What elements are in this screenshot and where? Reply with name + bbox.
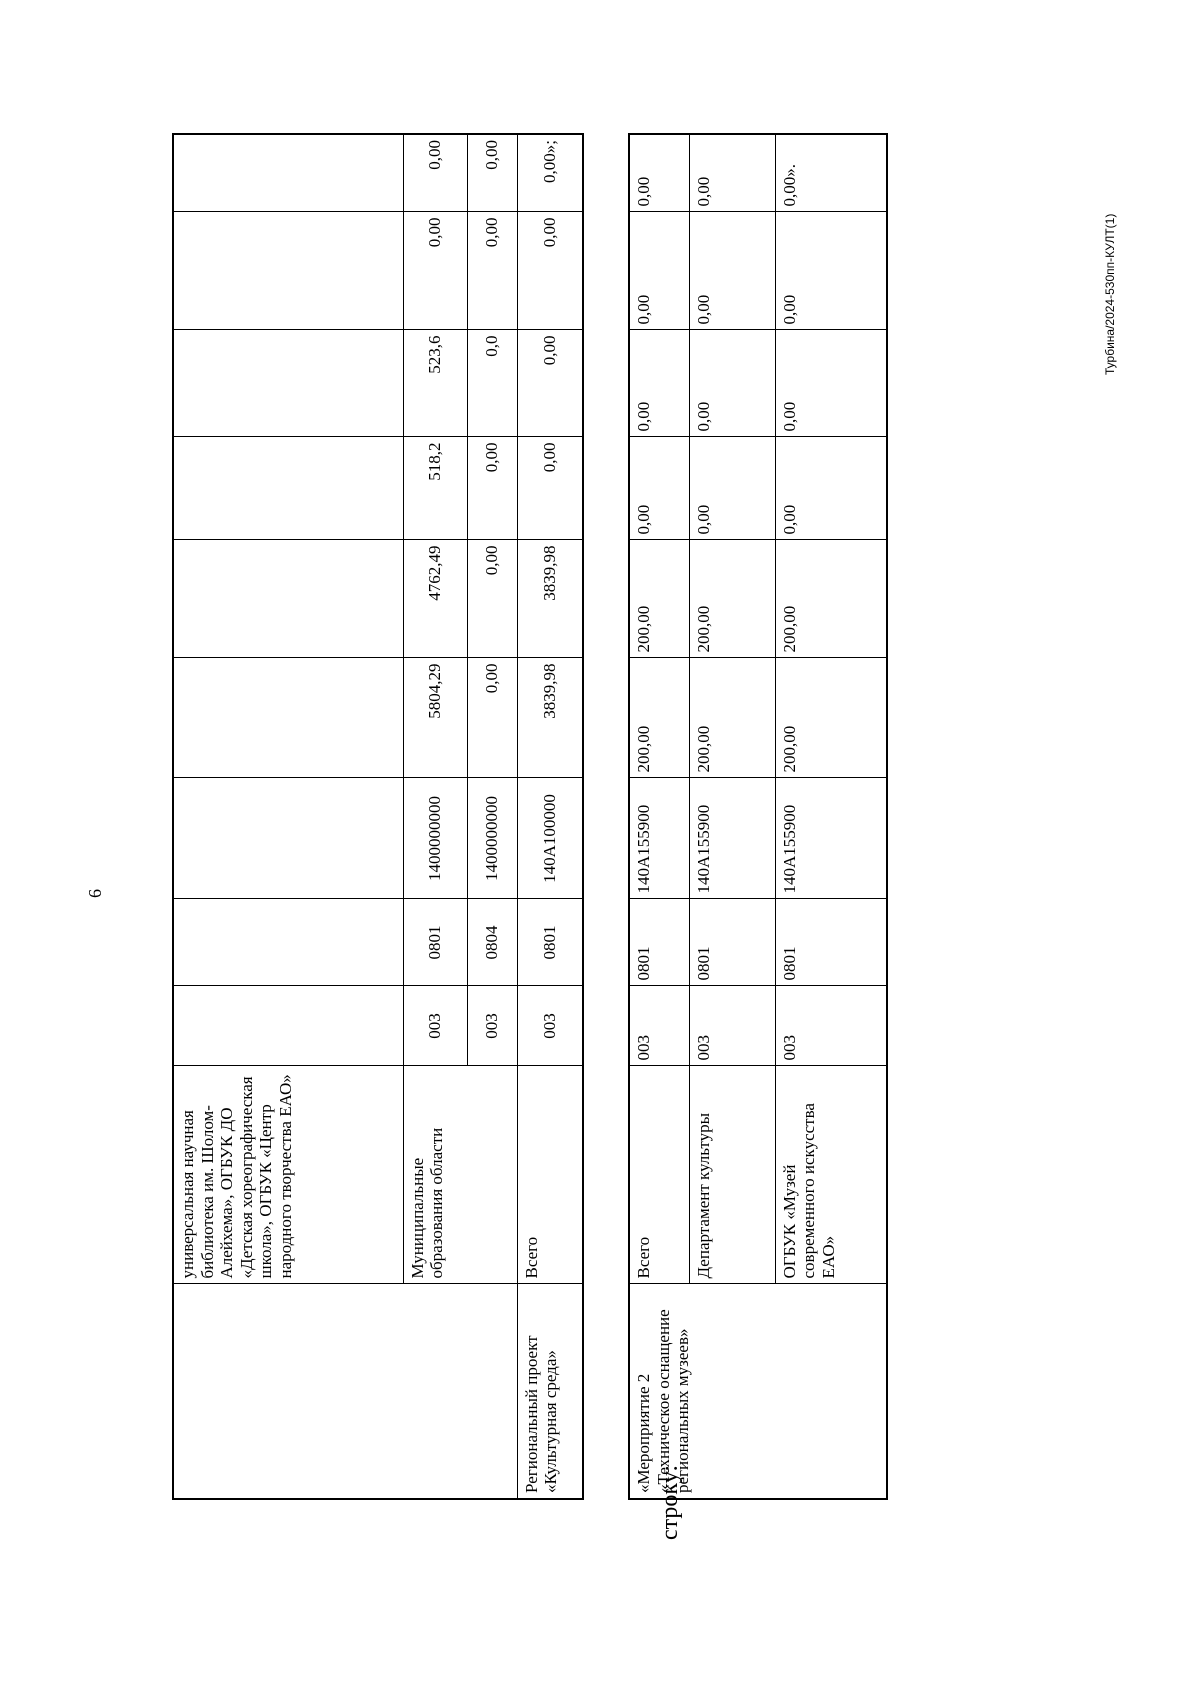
grbs-cell: 003 xyxy=(403,986,467,1066)
between-tables-label: строку: xyxy=(657,1464,683,1540)
rz-cell: 0801 xyxy=(517,899,583,986)
executor-cell: Муниципальные образования области xyxy=(403,1066,517,1284)
value-cell: 200,00 xyxy=(775,658,887,778)
event-name-cell: «Мероприятие 2 «Техническое оснащение региональных музеев» xyxy=(629,1284,887,1499)
executor-cell: универсальная научная библиотека им. Шолом-Алейхема», ОГБУК ДО «Детская хореографическая школа», ОГБУК «Центр народного творчества ЕАО» xyxy=(173,1066,403,1284)
value-cell: 200,00 xyxy=(629,540,689,658)
rz-cell: 0801 xyxy=(689,899,775,986)
rz-cell: 0801 xyxy=(403,899,467,986)
table-row xyxy=(173,134,403,1499)
value-cell: 518,2 xyxy=(403,437,467,540)
value-cell xyxy=(173,540,403,658)
csr-cell: 1400000000 xyxy=(403,778,467,899)
value-cell xyxy=(173,212,403,330)
budget-table-1-wrapper xyxy=(172,133,584,1500)
value-cell: 0,00 xyxy=(689,330,775,437)
program-name-cell xyxy=(173,1284,517,1499)
value-cell: 3839,98 xyxy=(517,658,583,778)
value-cell: 200,00 xyxy=(775,540,887,658)
value-cell: 5804,29 xyxy=(403,658,467,778)
executor-cell: ОГБУК «Музей современного искусства ЕАО» xyxy=(775,1066,887,1284)
csr-cell: 140А155900 xyxy=(629,778,689,899)
value-cell: 0,00 xyxy=(517,330,583,437)
grbs-cell: 003 xyxy=(629,986,689,1066)
csr-cell: 140А100000 xyxy=(517,778,583,899)
csr-cell: 140А155900 xyxy=(775,778,887,899)
executor-cell: Всего xyxy=(517,1066,583,1284)
value-cell: 0,00 xyxy=(467,134,517,212)
csr-cell: 1400000000 xyxy=(467,778,517,899)
value-cell: 3839,98 xyxy=(517,540,583,658)
value-cell: 0,00 xyxy=(403,212,467,330)
value-cell xyxy=(173,330,403,437)
value-cell: 0,00 xyxy=(775,212,887,330)
grbs-cell xyxy=(173,986,403,1066)
value-cell: 0,00 xyxy=(467,212,517,330)
value-cell: 0,00»; xyxy=(517,134,583,212)
value-cell xyxy=(173,658,403,778)
value-cell: 0,00 xyxy=(689,134,775,212)
rz-cell: 0801 xyxy=(629,899,689,986)
value-cell: 0,00 xyxy=(467,437,517,540)
csr-cell xyxy=(173,778,403,899)
value-cell: 0,00 xyxy=(467,540,517,658)
value-cell: 0,00 xyxy=(403,134,467,212)
value-cell: 0,00 xyxy=(629,437,689,540)
value-cell: 0,0 xyxy=(467,330,517,437)
value-cell: 200,00 xyxy=(629,658,689,778)
value-cell: 0,00 xyxy=(689,437,775,540)
value-cell: 0,00 xyxy=(629,330,689,437)
value-cell: 4762,49 xyxy=(403,540,467,658)
executor-cell: Департамент культуры xyxy=(689,1066,775,1284)
value-cell xyxy=(173,437,403,540)
value-cell: 0,00». xyxy=(775,134,887,212)
rz-cell: 0804 xyxy=(467,899,517,986)
page-number: 6 xyxy=(85,889,105,898)
value-cell: 0,00 xyxy=(517,212,583,330)
grbs-cell: 003 xyxy=(775,986,887,1066)
document-stamp: Турбина/2024-530пп-КУЛТ(1) xyxy=(1103,213,1117,375)
budget-table-1 xyxy=(172,133,584,1500)
grbs-cell: 003 xyxy=(689,986,775,1066)
value-cell: 0,00 xyxy=(689,212,775,330)
table-row xyxy=(629,134,689,1499)
value-cell: 0,00 xyxy=(467,658,517,778)
value-cell: 200,00 xyxy=(689,658,775,778)
rz-cell xyxy=(173,899,403,986)
value-cell: 0,00 xyxy=(775,330,887,437)
grbs-cell: 003 xyxy=(517,986,583,1066)
value-cell: 0,00 xyxy=(775,437,887,540)
grbs-cell: 003 xyxy=(467,986,517,1066)
rz-cell: 0801 xyxy=(775,899,887,986)
program-name-cell: Региональный проект «Культурная среда» xyxy=(517,1284,583,1499)
value-cell: 523,6 xyxy=(403,330,467,437)
executor-cell: Всего xyxy=(629,1066,689,1284)
value-cell: 0,00 xyxy=(517,437,583,540)
value-cell xyxy=(173,134,403,212)
budget-table-2-wrapper xyxy=(628,133,888,1500)
budget-table-2 xyxy=(628,133,888,1500)
value-cell: 200,00 xyxy=(689,540,775,658)
value-cell: 0,00 xyxy=(629,134,689,212)
table-row xyxy=(517,134,583,1499)
csr-cell: 140А155900 xyxy=(689,778,775,899)
value-cell: 0,00 xyxy=(629,212,689,330)
